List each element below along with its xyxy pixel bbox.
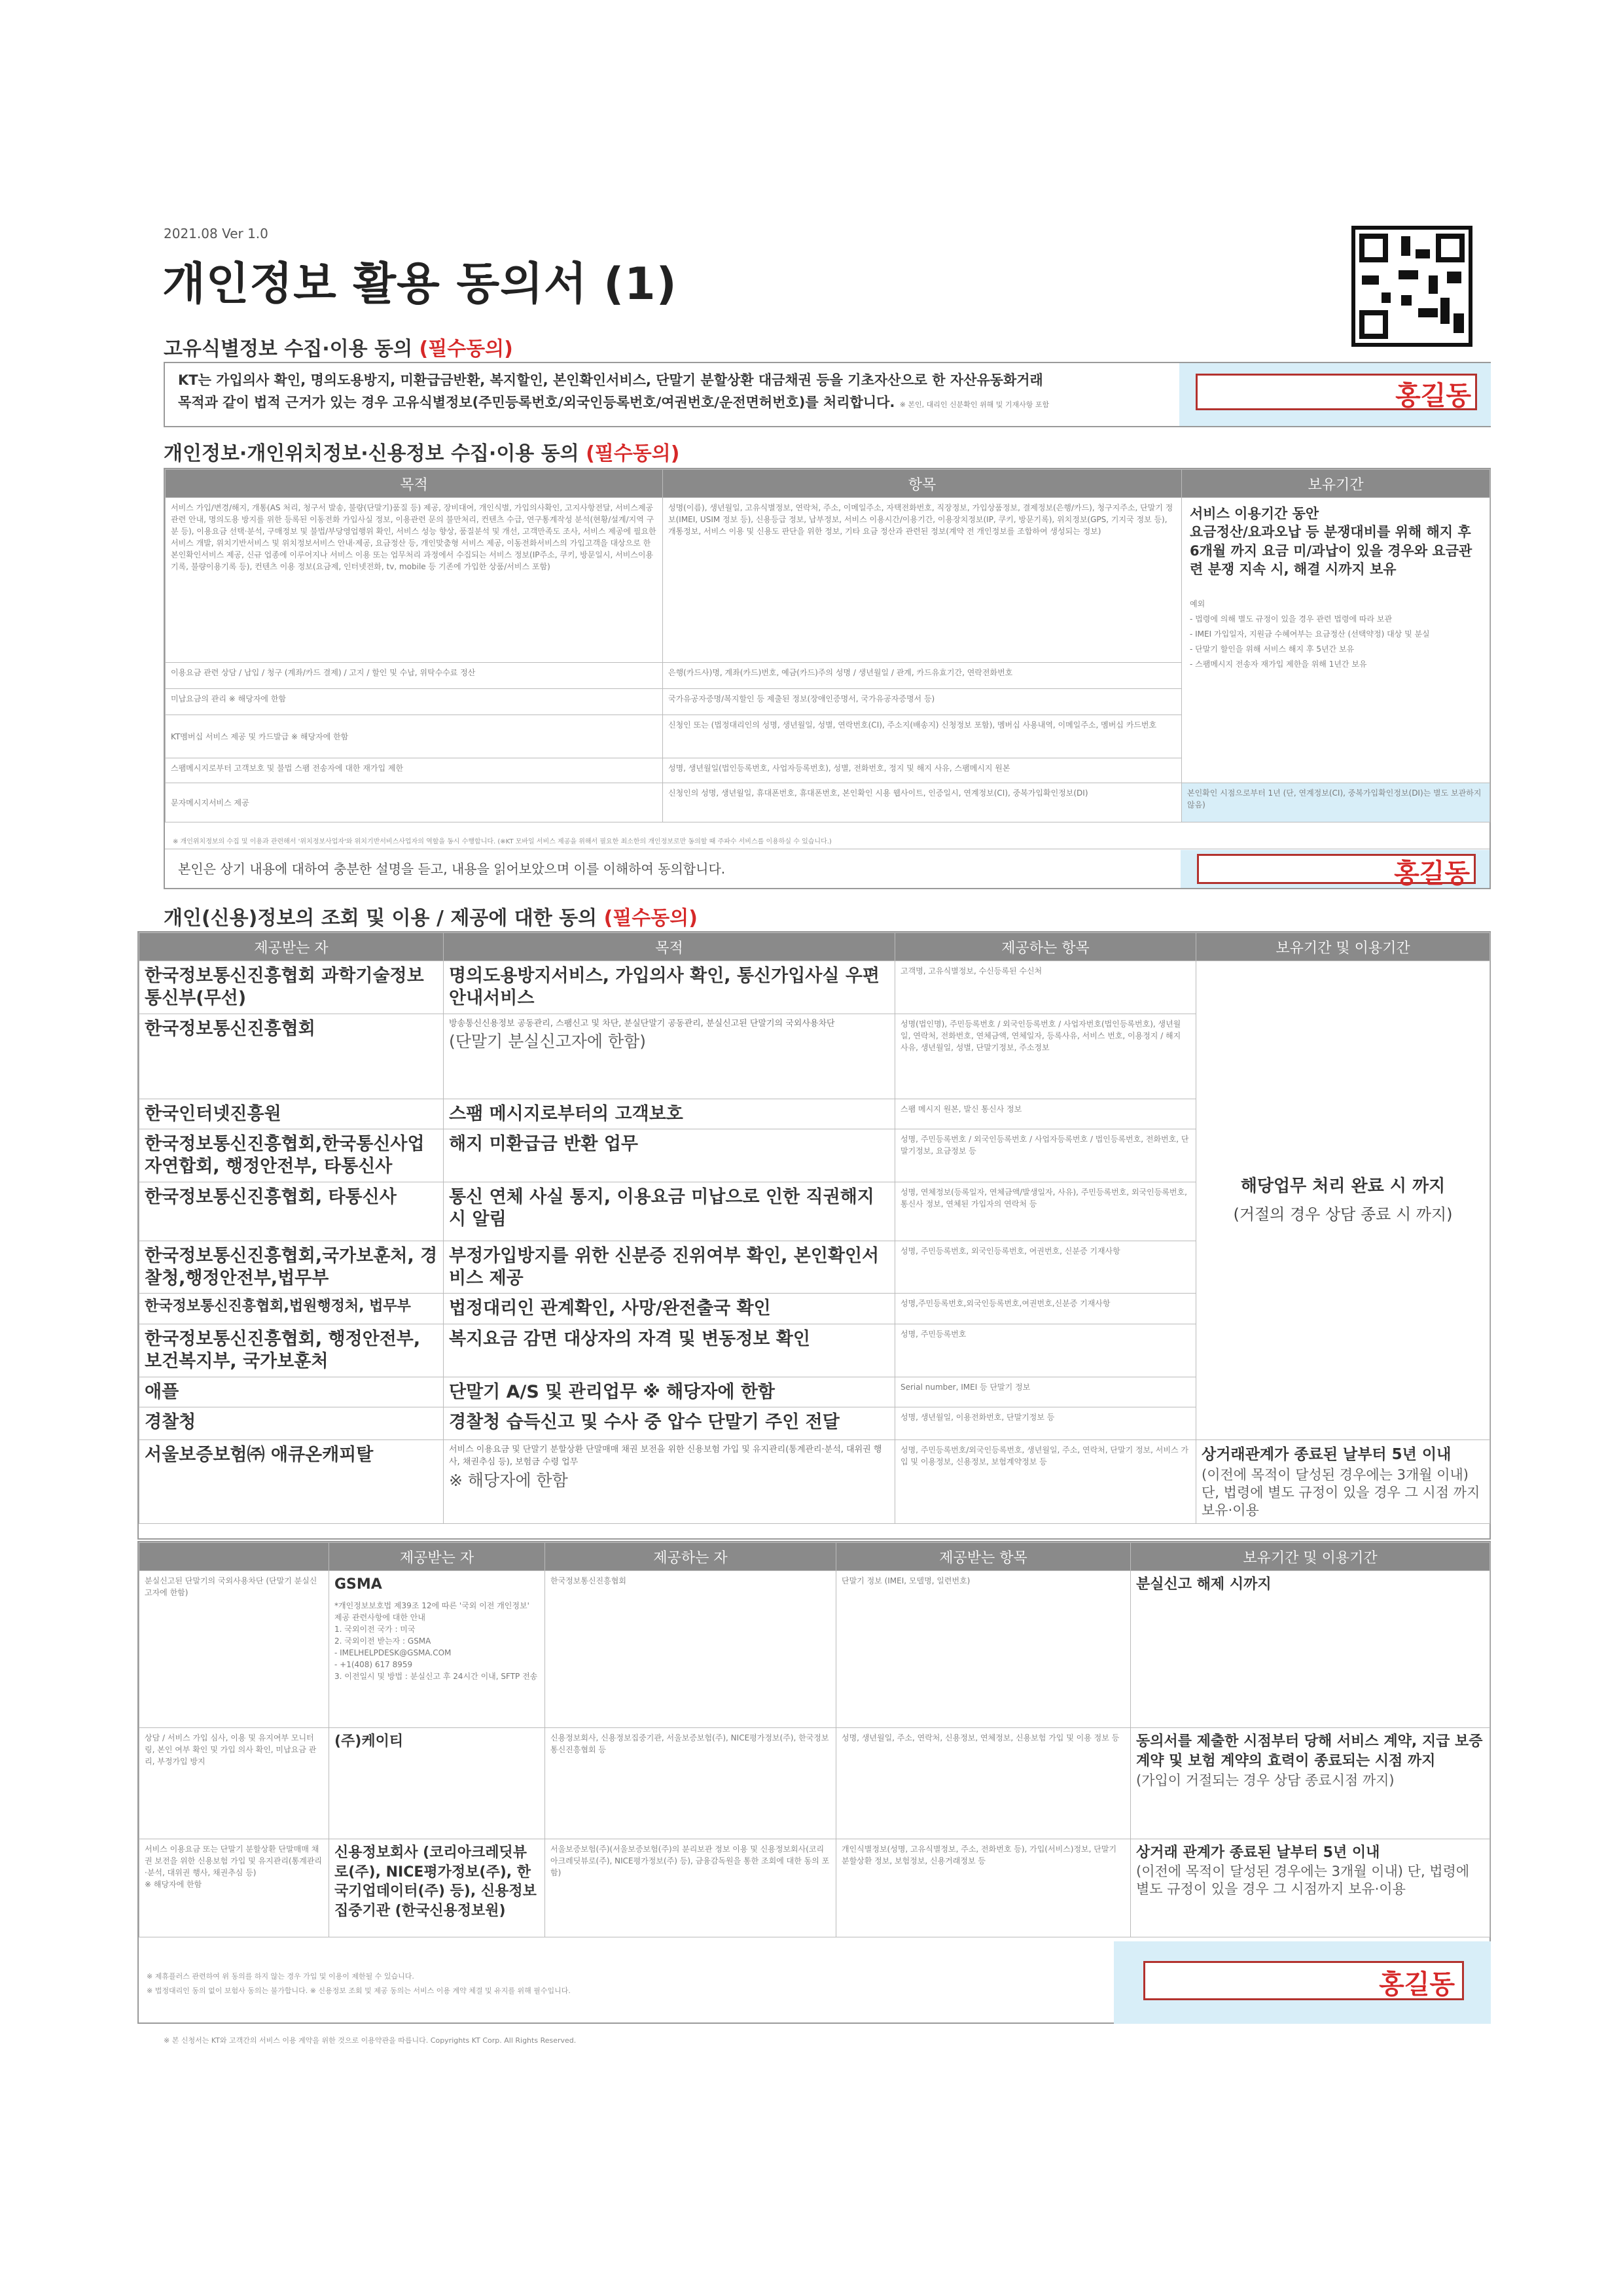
s4-header-provider: 제공하는 자 bbox=[545, 1543, 836, 1571]
s3-items: 성명,주민등록번호,외국인등록번호,여권번호,신분증 기재사항 bbox=[895, 1294, 1196, 1324]
s3-header-items: 제공하는 항목 bbox=[895, 933, 1196, 961]
section3-table bbox=[139, 932, 1490, 1524]
s4-items: 단말기 정보 (IMEI, 모델명, 일련번호) bbox=[836, 1571, 1131, 1728]
s3-items: 성명, 주민등록번호 / 외국인등록번호 / 사업자등록번호 / 법인등록번호, 전화번호, 단말기정보, 요금정보 등 bbox=[895, 1129, 1196, 1182]
s4-period-note: (가입이 거절되는 경우 상담 종료시점 까지) bbox=[1136, 1773, 1395, 1789]
s4-purpose: 상담 / 서비스 가입 심사, 이용 및 유지여부 모니터링, 본인 여부 확인 및 가입 의사 확인, 미납요금 관리, 부정가입 방지 bbox=[139, 1728, 329, 1839]
section1-note: ※ 본인, 대리인 신분확인 위해 및 기재사항 포함 bbox=[899, 400, 1050, 409]
s3-purpose-note: (단말기 분실신고자에 한함) bbox=[449, 1032, 647, 1051]
s4-provider: 서울보증보험(주)(서울보증보험(주)의 분리보관 정보 이용 및 신용정보회사(코리아크레딧뷰로(주), NICE평가정보(주) 등), 금융감독원을 통한 조회에 대한 동의 포함) bbox=[545, 1839, 836, 1937]
s4-recipient-cell bbox=[329, 1839, 545, 1937]
s3-purpose: 서비스 이용요금 및 단말기 분할상환 단말매매 채권 보전을 위한 신용보험 가입 및 유지관리(통계관리·분석, 대위권 행사, 채권추심 등), 보험금 수령 업무 bbox=[449, 1445, 882, 1468]
s4-recipient-note: ※ 해당자에 한함 bbox=[145, 1880, 202, 1889]
section2-box bbox=[164, 468, 1491, 889]
s2-footnote: ※ 개인위치정보의 수집 및 이용과 관련해서 '위치정보사업자'와 위치기반서비스사업자의 역할을 동시 수행합니다. (※KT 모바일 서비스 제공을 위해서 필요한 최소한의 개인정보로만 동의할 때 주파수 서비스를 이용하실 수 있습니다.) bbox=[173, 838, 832, 845]
s2-row-purpose: 문자메시지서비스 제공 bbox=[166, 783, 663, 822]
s4-header-period: 보유기간 및 이용기간 bbox=[1131, 1543, 1490, 1571]
s3-purpose: 스팸 메시지로부터의 고객보호 bbox=[444, 1099, 895, 1129]
s4-recipient-note: *개인정보보호법 제39조 12에 따른 '국외 이전 개인정보' 제공 관련사항에 대한 안내 1. 국외이전 국가 : 미국 2. 국외이전 받는자 : GSMA - IMELHELPDESK@GSMA.COM - +1(408) 617 8959 3. 이전일시 및 방법 : 분실신고 후 24시간 이내, SFTP 전송 bbox=[334, 1600, 538, 1681]
s2-period-note-1: - 법령에 의해 별도 규정이 있을 경우 관련 법령에 따라 보관 bbox=[1190, 614, 1393, 624]
section3-box bbox=[137, 931, 1491, 1540]
s4-recipient: 신용정보회사 (코리아크레딧뷰로(주), NICE평가정보(주), 한국기업데이터(주) 등), 신용정보집중기관 (한국신용정보원) bbox=[334, 1845, 537, 1920]
s2-period-note-4: - 스팸메시지 전송자 재가입 제한을 위해 1년간 보유 bbox=[1190, 659, 1367, 669]
section4-box bbox=[137, 1541, 1491, 2024]
s4-items: 성명, 생년월일, 주소, 연락처, 신용정보, 연체정보, 신용보험 가입 및 이용 정보 등 bbox=[836, 1728, 1131, 1839]
s2-row-period: 본인확인 시점으로부터 1년 (단, 연계정보(CI), 중복가입확인정보(DI)는 별도 보관하지 않음) bbox=[1182, 783, 1490, 822]
s2-row-items: 은행(카드사)명, 계좌(카드)번호, 예금(카드)주의 성명 / 생년월일 / 관계, 카드유효기간, 연락전화번호 bbox=[663, 663, 1182, 689]
s4-period-cell bbox=[1131, 1728, 1490, 1839]
s2-row-items: 성명(이름), 생년월일, 고유식별정보, 연락처, 주소, 이메일주소, 자택전화번호, 직장정보, 가입상품정보, 결제정보(은행/카드), 청구지주소, 단말기 정보(IMEI, USIM 정보 등), 신용등급 정보, 납부정보, 서비스 이용시간/이용기간, 이용장치정보(IP, 쿠키, 방문기록), 위치정보(GPS, 기지국 정보 등), 개통정보, 서비스 이용 및 신용도 판단을 위한 정보, 기타 요금 정산과 관련된 정보(계약 전 개인정보를 조합하여 생성되는 정보) bbox=[663, 498, 1182, 663]
s4-recipient: (주)케이티 bbox=[334, 1733, 404, 1750]
s4-period: 분실신고 해제 시까지 bbox=[1136, 1576, 1272, 1593]
s3-header-recipient: 제공받는 자 bbox=[139, 933, 444, 961]
s4-recipient-cell bbox=[329, 1728, 545, 1839]
s3-recipient: 서울보증보험㈜ 애큐온캐피탈 bbox=[139, 1440, 444, 1524]
section1-line2: 목적과 같이 법적 근거가 있는 경우 고유식별정보(주민등록번호/외국인등록번호/여권번호/운전면허번호)를 처리합니다. bbox=[178, 394, 895, 410]
footer-copyright: ※ 본 신청서는 KT와 고객간의 서비스 이용 계약을 위한 것으로 이용약관을 따릅니다. Copyrights KT Corp. All Rights Reserved. bbox=[164, 2036, 577, 2045]
s4-purpose: 분실신고된 단말기의 국외사용차단 (단말기 분실신고자에 한함) bbox=[139, 1571, 329, 1728]
s3-items: 성명, 주민등록번호 bbox=[895, 1324, 1196, 1377]
s3-purpose: 복지요금 감면 대상자의 자격 및 변동정보 확인 bbox=[444, 1324, 895, 1377]
s3-period-last: 상거래관계가 종료된 날부터 5년 이내 bbox=[1202, 1446, 1452, 1464]
s3-purpose-cell bbox=[444, 1014, 895, 1099]
s3-purpose: 부정가입방지를 위한 신분증 진위여부 확인, 본인확인서비스 제공 bbox=[444, 1241, 895, 1294]
s2-row-purpose: 이용요금 관련 상담 / 납입 / 청구 (계좌/카드 결제) / 고지 / 할인 및 수납, 위탁수수료 정산 bbox=[166, 663, 663, 689]
s2-row-items: 신청인의 성명, 생년월일, 휴대폰번호, 휴대폰번호, 본인확인 시용 웹사이트, 인증일시, 연계정보(CI), 중복가입확인정보(DI) bbox=[663, 783, 1182, 822]
s4-purpose-cell bbox=[139, 1839, 329, 1937]
s2-period-note-2: - IMEI 가입일자, 지원금 수혜여부는 요금정산 (선택약정) 대상 및 분실 bbox=[1190, 629, 1430, 639]
s2-row-purpose: KT멤버십 서비스 제공 및 카드발급 ※ 해당자에 한함 bbox=[166, 715, 663, 758]
s2-period-note-3: - 단말기 할인을 위해 서비스 해지 후 5년간 보유 bbox=[1190, 644, 1355, 654]
s3-header-period: 보유기간 및 이용기간 bbox=[1196, 933, 1490, 961]
s3-period-last-note: (이전에 목적이 달성된 경우에는 3개월 이내) 단, 법령에 별도 규정이 있을 경우 그 시점 까지 보유·이용 bbox=[1202, 1466, 1480, 1519]
s4-period-note: (이전에 목적이 달성된 경우에는 3개월 이내) 단, 법령에 별도 규정이 있을 경우 그 시점까지 보유·이용 bbox=[1136, 1863, 1470, 1897]
s3-period-main-note: (거절의 경우 상담 종료 시 까지) bbox=[1233, 1205, 1453, 1224]
s2-header-items: 항목 bbox=[663, 470, 1182, 498]
s2-row-purpose: 서비스 가입/변경/해지, 개통(AS 처리, 청구서 발송, 불량(단말기)품질 등) 제공, 장비대여, 개인식별, 가입의사확인, 고지사항전달, 서비스제공 관련 안내, 명의도용 방지를 위한 등록된 이동전화 가입사실 정보, 이용관련 문의 불만처리, 컨텐츠 수급, 연구통계작성 분석(현황/설계/지역 구분 등), 이용요금 선택·분석, 구매정보 및 불법/부당영업행위 확인, 서비스 성능 향상, 품질분석 및 개선, 고객만족도 조사, 서비스 제공에 필요한 서비스 개발, 위치기반서비스 및 위치정보서비스 안내·제공, 요금정산 등, 개인맞춤형 서비스 제공, 이동전화서비스의 가입고객을 대상으로 한 본인확인서비스 제공, 신규 업종에 이루어지나 서비스 이용 또는 업무처리 과정에서 수집되는 서비스 정보(IP주소, 쿠키, 방문일시, 서비스이용기록, 불량이용기록 등), 컨텐츠 이용 정보(요금제, 인터넷전화, tv, mobile 등 기존에 가입한 상품/서비스 포함) bbox=[166, 498, 663, 663]
s4-notes bbox=[147, 1971, 1102, 1996]
s2-row-purpose: 스팸메시지로부터 고객보호 및 불법 스팸 전송자에 대한 재가입 제한 bbox=[166, 758, 663, 783]
s4-items: 개인식별정보(성명, 고유식별정보, 주소, 전화번호 등), 가입(서비스)정보, 단말기 분할상환 정보, 보험정보, 신용거래정보 등 bbox=[836, 1839, 1131, 1937]
s3-recipient: 한국정보통신진흥협회,한국통신사업자연합회, 행정안전부, 타통신사 bbox=[139, 1129, 444, 1182]
version-label: 2021.08 Ver 1.0 bbox=[164, 226, 268, 241]
section2-table bbox=[165, 469, 1490, 822]
s3-items: 스팸 메시지 원본, 발신 통신사 정보 bbox=[895, 1099, 1196, 1129]
section4-table bbox=[139, 1542, 1490, 1937]
s2-header-period: 보유기간 bbox=[1182, 470, 1490, 498]
s4-purpose: 서비스 이용요금 또는 단말기 분할상환 단말매매 채권 보전을 위한 신용보험 가입 및 유지관리(통계관리·분석, 대위권 행사, 채권추심 등) bbox=[145, 1845, 323, 1877]
s3-items: 성명, 생년월일, 이용전화번호, 단말기정보 등 bbox=[895, 1407, 1196, 1440]
section1-box bbox=[164, 362, 1491, 427]
signature-name-3: 홍길동 bbox=[1379, 1969, 1455, 2000]
s4-period: 상거래 관계가 종료된 날부터 5년 이내 bbox=[1136, 1845, 1380, 1861]
s4-header-items: 제공받는 항목 bbox=[836, 1543, 1131, 1571]
s3-recipient: 한국정보통신진흥협회 과학기술정보통신부(무선) bbox=[139, 961, 444, 1014]
s3-purpose: 법정대리인 관계확인, 사망/완전출국 확인 bbox=[444, 1294, 895, 1324]
signature-field-2[interactable] bbox=[1181, 850, 1489, 888]
s2-period-note-0: 예외 bbox=[1190, 599, 1205, 609]
s3-purpose: 해지 미환급금 반환 업무 bbox=[444, 1129, 895, 1182]
section1-line1: KT는 가입의사 확인, 명의도용방지, 미환급금반환, 복지할인, 본인확인서비스, 단말기 분할상환 대금채권 등을 기초자산으로 한 자산유동화거래 bbox=[178, 372, 1043, 388]
signature-name-1: 홍길동 bbox=[1395, 381, 1471, 411]
s3-recipient: 한국정보통신진흥협회 bbox=[139, 1014, 444, 1099]
s3-items: 고객명, 고유식별정보, 수신등록된 수신처 bbox=[895, 961, 1196, 1014]
section2-heading: 개인정보·개인위치정보·신용정보 수집·이용 동의 (필수동의) bbox=[164, 442, 680, 465]
s3-recipient: 한국정보통신진흥협회,법원행정처, 법무부 bbox=[139, 1294, 444, 1324]
s2-row-items: 신청인 또는 (법정대리인의 성명, 생년월일, 성별, 연락번호(CI), 주소지(배송지) 신청정보 포함), 멤버십 사용내역, 이메일주소, 멤버십 카드번호 bbox=[663, 715, 1182, 758]
section3-heading: 개인(신용)정보의 조회 및 이용 / 제공에 대한 동의 (필수동의) bbox=[164, 907, 698, 930]
signature-field-1[interactable] bbox=[1179, 363, 1491, 426]
s3-purpose-cell bbox=[444, 1440, 895, 1524]
qr-code-icon bbox=[1351, 226, 1472, 347]
s3-items: 성명(법인명), 주민등록번호 / 외국인등록번호 / 사업자번호(법인등록번호), 생년월일, 연락처, 전화번호, 연체금액, 연체일자, 등록사유, 서비스 번호, 이용정지 / 해지 사유, 생년월일, 성별, 단말기정보, 주소정보 bbox=[895, 1014, 1196, 1099]
s4-note-1: ※ 법정대리인 동의 없이 보험사 동의는 불가합니다. ※ 신용정보 조회 및 제공 동의는 서비스 이용 계약 체결 및 유지를 위해 필수입니다. bbox=[147, 1987, 571, 1995]
s3-recipient: 한국인터넷진흥원 bbox=[139, 1099, 444, 1129]
s4-header-recipient: 제공받는 자 bbox=[329, 1543, 545, 1571]
s2-period-cell: 서비스 이용기간 동안 요금정산/요과오납 등 분쟁대비를 위해 해지 후 6개월 까지 요금 미/과납이 있을 경우와 요금관련 분쟁 지속 시, 해결 시까지 보유 예외 - 법령에 의해 별도 규정이 있을 경우 관련 법령에 따라 보관 - IMEI 가입일자, 지원금 수혜여부는 요금정산 (선택약정) 대상 및 분실 - 단말기 할인을 위해 서비스 해지 후 5년간 보유 - 스팸메시지 전송자 재가입 제한을 위해 1년간 보유 bbox=[1182, 498, 1490, 783]
s4-note-0: ※ 제휴플러스 관련하여 위 동의를 하지 않는 경우 가입 및 이용이 제한될 수 있습니다. bbox=[147, 1972, 414, 1981]
s3-recipient: 한국정보통신진흥협회,국가보훈처, 경찰청,행정안전부,법무부 bbox=[139, 1241, 444, 1294]
s4-provider: 신용정보회사, 신용정보집중기관, 서울보증보험(주), NICE평가정보(주), 한국정보통신진흥협회 등 bbox=[545, 1728, 836, 1839]
s3-purpose: 단말기 A/S 및 관리업무 ※ 해당자에 한함 bbox=[444, 1377, 895, 1407]
s4-period: 동의서를 제출한 시점부터 당해 서비스 계약, 지급 보증 계약 및 보험 계약의 효력이 종료되는 시점 까지 bbox=[1136, 1733, 1483, 1769]
s3-purpose: 명의도용방지서비스, 가입의사 확인, 통신가입사실 우편안내서비스 bbox=[444, 961, 895, 1014]
signature-field-3[interactable] bbox=[1114, 1941, 1491, 2024]
s3-recipient: 경찰청 bbox=[139, 1407, 444, 1440]
s3-items: 성명, 주민등록번호/외국인등록번호, 생년월일, 주소, 연락처, 단말기 정보, 서비스 가입 및 이용정보, 신용정보, 보험계약정보 등 bbox=[895, 1440, 1196, 1524]
s3-period-main: 해당업무 처리 완료 시 까지 bbox=[1240, 1176, 1446, 1197]
document-title: 개인정보 활용 동의서 (1) bbox=[162, 258, 677, 310]
signature-name-2: 홍길동 bbox=[1394, 858, 1470, 889]
s4-period-cell bbox=[1131, 1571, 1490, 1728]
s3-purpose: 통신 연체 사실 통지, 이용요금 미납으로 인한 직권해지 시 알림 bbox=[444, 1182, 895, 1241]
s4-recipient-cell bbox=[329, 1571, 545, 1728]
s3-recipient: 한국정보통신진흥협회, 타통신사 bbox=[139, 1182, 444, 1241]
s4-period-cell bbox=[1131, 1839, 1490, 1937]
s2-row-items: 국가유공자증명/복지할인 등 제출된 정보(장애인증명서, 국가유공자증명서 등) bbox=[663, 689, 1182, 715]
s3-purpose: 방송통신신용정보 공동관리, 스팸신고 및 차단, 분실단말기 공동관리, 분실신고된 단말기의 국외사용차단 bbox=[449, 1018, 835, 1029]
s3-items: Serial number, IMEI 등 단말기 정보 bbox=[895, 1377, 1196, 1407]
s3-recipient: 한국정보통신진흥협회, 행정안전부, 보건복지부, 국가보훈처 bbox=[139, 1324, 444, 1377]
s3-recipient: 애플 bbox=[139, 1377, 444, 1407]
s2-row-purpose: 미납요금의 관리 ※ 해당자에 한함 bbox=[166, 689, 663, 715]
s4-provider: 한국정보통신진흥협회 bbox=[545, 1571, 836, 1728]
s3-items: 성명, 연체정보(등록일자, 연체금액/발생일자, 사유), 주민등록번호, 외국인등록번호, 통신사 정보, 연체된 가입자의 연락처 등 bbox=[895, 1182, 1196, 1241]
s3-purpose-note: ※ 해당자에 한함 bbox=[449, 1470, 568, 1490]
s3-header-purpose: 목적 bbox=[444, 933, 895, 961]
s2-consent-text: 본인은 상기 내용에 대하여 충분한 설명을 듣고, 내용을 읽어보았으며 이를 이해하여 동의합니다. bbox=[178, 861, 726, 877]
s3-period-cell bbox=[1196, 961, 1490, 1440]
s3-items: 성명, 주민등록번호, 외국인등록번호, 여권번호, 신분증 기재사항 bbox=[895, 1241, 1196, 1294]
s3-period-last-cell bbox=[1196, 1440, 1490, 1524]
s2-header-purpose: 목적 bbox=[166, 470, 663, 498]
s2-row-items: 성명, 생년월일(법인등록번호, 사업자등록번호), 성별, 전화번호, 정지 및 해지 사유, 스팸메시지 원본 bbox=[663, 758, 1182, 783]
s3-purpose: 경찰청 습득신고 및 수사 중 압수 단말기 주인 전달 bbox=[444, 1407, 895, 1440]
s4-recipient: GSMA bbox=[334, 1576, 382, 1593]
section1-heading: 고유식별정보 수집·이용 동의 (필수동의) bbox=[164, 338, 513, 361]
